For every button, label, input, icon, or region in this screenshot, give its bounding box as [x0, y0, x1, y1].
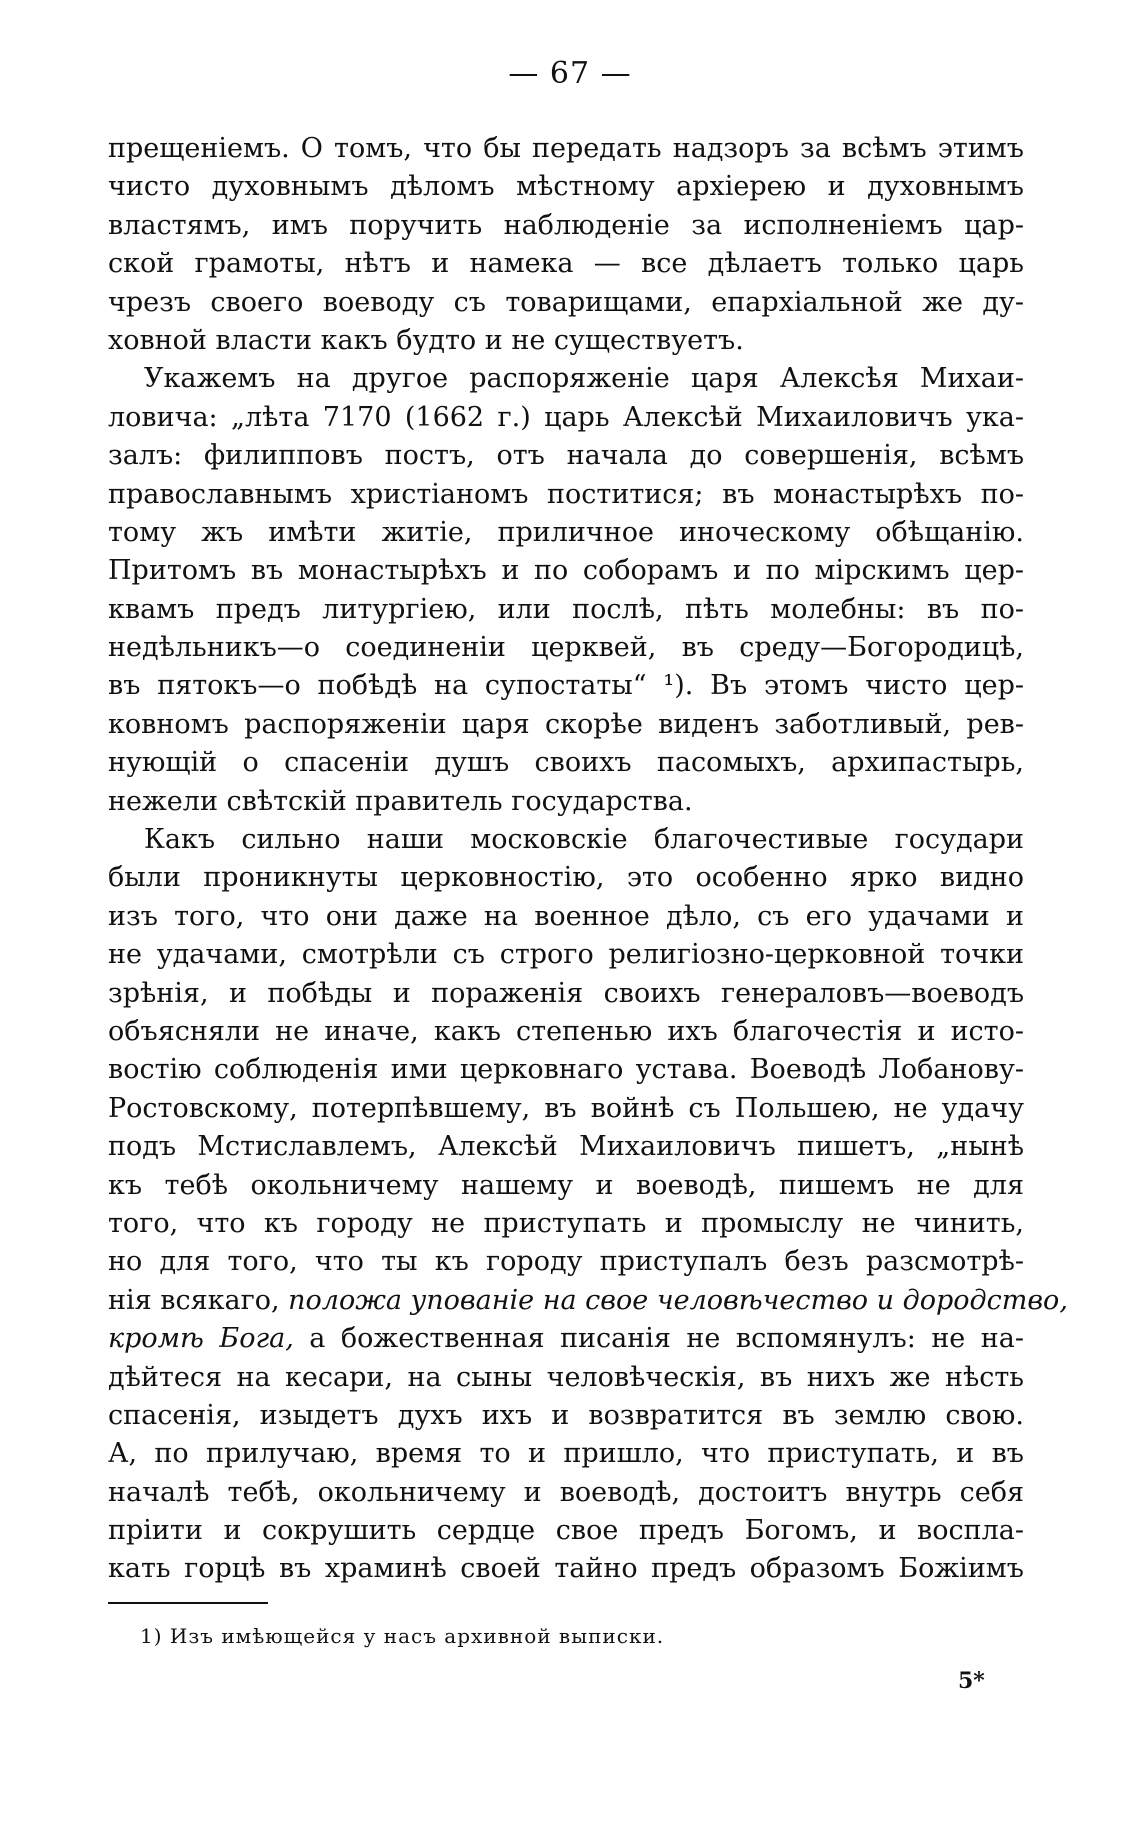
text-line: ховной власти какъ будто и не существуетъ. [108, 324, 744, 356]
text-line: чисто духовнымъ дѣломъ мѣстному архіерею и духовнымъ [108, 171, 1024, 203]
text-line: прещеніемъ. О томъ, что бы передать надзоръ за всѣмъ этимъ [108, 133, 1024, 164]
text-line: православнымъ христіаномъ поститися; въ монастырѣхъ по- [108, 478, 1024, 510]
text-line: подъ Мстиславлемъ, Алексѣй Михаиловичъ пишетъ, „нынѣ [108, 1131, 1024, 1163]
text-line: не удачами, смотрѣли съ строго религіозно-церковной точки [108, 939, 1024, 971]
page-number-header: — 67 — [508, 56, 632, 91]
text-line: залъ: филипповъ постъ, отъ начала до совершенія, всѣмъ [108, 440, 1024, 472]
italic-quote: кромѣ Бога, [108, 1323, 294, 1355]
text-line: властямъ, имъ поручить наблюденіе за исполненіемъ цар- [108, 209, 1024, 241]
text-line: ловича: „лѣта 7170 (1662 г.) царь Алексѣй Михаиловичъ ука- [108, 401, 1024, 433]
footnote-divider [108, 1602, 268, 1604]
paragraph-2 [108, 360, 1024, 821]
paragraph-1 [108, 130, 1024, 360]
text-line-with-italic [108, 1320, 1024, 1358]
text-line: но для того, что ты къ городу приступалъ безъ разсмотрѣ- [108, 1246, 1024, 1278]
text-line: нующій о спасеніи душъ своихъ пасомыхъ, архипастырь, [108, 747, 1024, 779]
text-line: къ тебѣ окольничему нашему и воеводѣ, пишемъ не для [108, 1169, 1024, 1201]
text-line: недѣльникъ—о соединеніи церквей, въ среду—Богородицѣ, [108, 632, 1024, 664]
text-line: дѣйтеся на кесари, на сыны человѣческія, въ нихъ же нѣсть [108, 1361, 1024, 1393]
footnote: 1) Изъ имѣющейся у насъ архивной выписки. [140, 1624, 665, 1648]
text-line: востію соблюденія ими церковнаго устава. Воеводѣ Лобанову- [108, 1054, 1024, 1086]
italic-quote: положа упованіе на свое человѣчество и дородство, [288, 1284, 1068, 1316]
text-line: Притомъ въ монастырѣхъ и по соборамъ и по мірскимъ цер- [108, 555, 1024, 587]
text-line: ковномъ распоряженіи царя скорѣе виденъ заботливый, рев- [108, 708, 1024, 740]
text-line: кать горцѣ въ храминѣ своей тайно предъ образомъ Божіимъ [108, 1553, 1024, 1585]
text-line: Укажемъ на другое распоряженіе царя Алексѣя Михаи- [144, 363, 1024, 395]
text-line: началѣ тебѣ, окольничему и воеводѣ, достоитъ внутрь себя [108, 1476, 1024, 1508]
text-line: пріити и сокрушить сердце свое предъ Богомъ, и воспла- [108, 1515, 1024, 1547]
text-line: квамъ предъ литургіею, или послѣ, пѣть молебны: въ по- [108, 593, 1024, 625]
text-line: Какъ сильно наши московскіе благочестивые государи [144, 824, 1024, 856]
text-line: того, что къ городу не приступать и промыслу не чинить, [108, 1207, 1024, 1239]
text-line: тому жъ имѣти житіе, приличное иноческому обѣщанію. [108, 516, 1024, 548]
text-line: были проникнуты церковностію, это особенно ярко видно [108, 862, 1024, 894]
text-line: Ростовскому, потерпѣвшему, въ войнѣ съ Польшею, не удачу [108, 1092, 1024, 1124]
text-line: нежели свѣтскій правитель государства. [108, 785, 693, 817]
paragraph-3 [108, 821, 1068, 1589]
text-line: изъ того, что они даже на военное дѣло, съ его удачами и [108, 900, 1024, 932]
page-body [108, 130, 1068, 1589]
line-text: а божественная писанія не вспомянулъ: не на- [293, 1323, 1024, 1355]
text-line: зрѣнія, и побѣды и пораженія своихъ генераловъ—воеводъ [108, 977, 1024, 1009]
text-line: ской грамоты, нѣтъ и намека — все дѣлаетъ только царь [108, 248, 1024, 280]
text-line: объясняли не иначе, какъ степенью ихъ благочестія и исто- [108, 1015, 1024, 1047]
text-line-with-italic [108, 1282, 1068, 1320]
text-line: спасенія, изыдетъ духъ ихъ и возвратится въ землю свою. [108, 1399, 1024, 1431]
signature-mark: 5* [958, 1668, 985, 1694]
text-line: въ пятокъ—о побѣдѣ на супостаты“ ¹). Въ этомъ чисто цер- [108, 670, 1024, 702]
text-line: А, по прилучаю, время то и пришло, что приступать, и въ [108, 1438, 1024, 1470]
line-text: нія всякаго, [108, 1284, 289, 1316]
text-line: чрезъ своего воеводу съ товарищами, епархіальной же ду- [108, 286, 1024, 318]
